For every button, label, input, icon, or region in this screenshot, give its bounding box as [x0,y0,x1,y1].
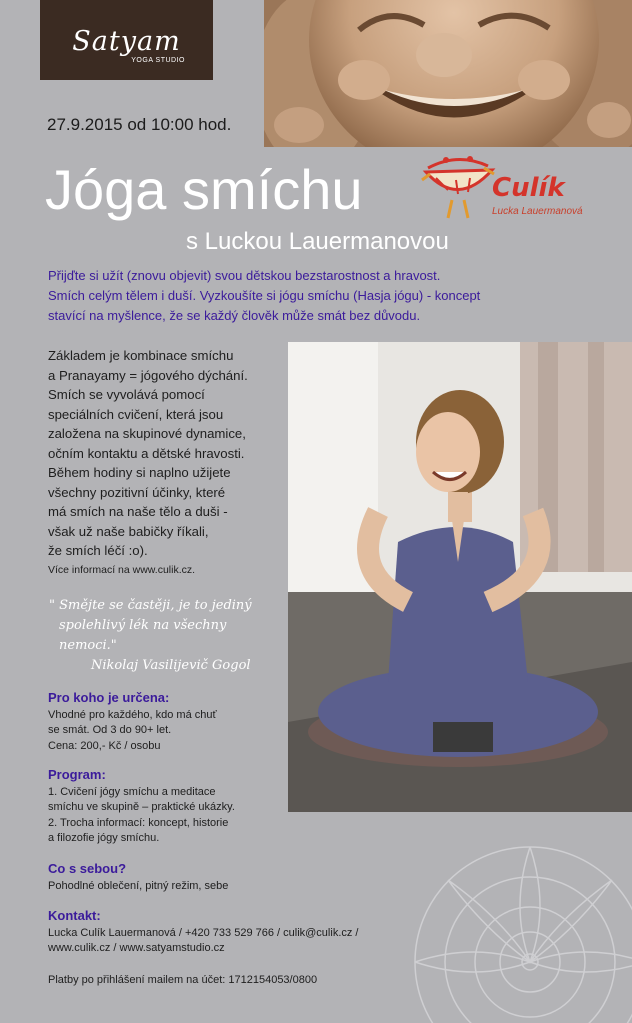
satyam-logo-sub: YOGA STUDIO [131,57,185,64]
intro-line: stavící na myšlence, že se každý člověk může smát bez důvodu. [48,308,421,323]
payment-text: Platby po přihlášení mailem na účet: 1712154053/0800 [48,974,318,986]
description-line: a Pranayamy = jógového dýchání. [48,367,248,383]
page-title: Jóga smíchu [45,158,363,221]
satyam-logo [40,0,213,80]
description-line: že smích léčí :o). [48,543,148,558]
description-line: speciálních cvičení, která jsou [48,406,224,422]
culik-name: Culík [492,173,565,203]
description-line: však už naše babičky říkali, [48,523,209,539]
description-line: má smích na naše tělo a duši - [48,504,228,519]
intro-line: Smích celým tělem i duší. Vyzkoušíte si jógu smíchu (Hasja jógu) - koncept [48,288,481,303]
description-line: založena na skupinové dynamice, [48,426,246,441]
program-line: 1. Cvičení jógy smíchu a meditace [48,785,216,798]
quote-line: " Smějte se častěji, je to jediný [49,598,252,613]
program-line: smíchu ve skupině – praktické ukázky. [48,801,235,813]
event-date: 27.9.2015 od 10:00 hod. [47,115,232,134]
payment-section [48,973,428,989]
audience-line: Cena: 200,- Kč / osobu [48,739,161,752]
bring-line: Pohodlné oblečení, pitný režim, sebe [48,879,229,892]
gogol-quote [49,596,279,676]
satyam-logo-text: Satyam [72,26,181,57]
description-line: Základem je kombinace smíchu [48,348,234,363]
description-line: očním kontaktu a dětské hravosti. [48,445,245,461]
quote-line: nemoci." [59,638,117,653]
more-info-link[interactable]: Více informací na www.culik.cz. [48,563,196,576]
audience-line: se smát. Od 3 do 90+ let. [48,724,172,736]
description-paragraph [48,346,278,580]
quote-line: spolehlivý lék na všechny [59,618,227,633]
mandala-ornament-icon [400,812,632,1023]
description-line: Během hodiny si naplno užijete [48,465,231,480]
program-section [48,767,428,847]
page-subtitle: s Luckou Lauermanovou [186,228,449,255]
buddha-statue-image [264,0,632,147]
intro-line: Přijďte si užít (znovu objevit) svou dětskou bezstarostnost a hravost. [48,268,441,283]
audience-section [48,690,428,754]
audience-line: Vhodné pro každého, kdo má chuť [48,708,217,721]
intro-paragraph [48,266,588,326]
quote-author: Nikolaj Vasilijevič Gogol [91,658,251,673]
contact-line[interactable]: www.culik.cz / www.satyamstudio.cz [48,942,225,954]
contact-line[interactable]: Lucka Culík Lauermanová / +420 733 529 766 / culik@culik.cz / [48,926,359,939]
culik-author: Lucka Lauermanová [492,206,583,217]
audience-heading: Pro koho je určena: [48,690,170,705]
bring-section [48,861,428,894]
bring-heading: Co s sebou? [48,861,127,876]
contact-heading: Kontakt: [48,908,101,923]
description-line: Smích se vyvolává pomocí [48,387,205,402]
program-line: 2. Trocha informací: koncept, historie [48,816,229,829]
program-line: a filozofie jógy smíchu. [48,832,160,844]
description-line: všechny pozitivní účinky, které [48,484,226,500]
contact-section [48,908,428,957]
program-heading: Program: [48,767,106,782]
